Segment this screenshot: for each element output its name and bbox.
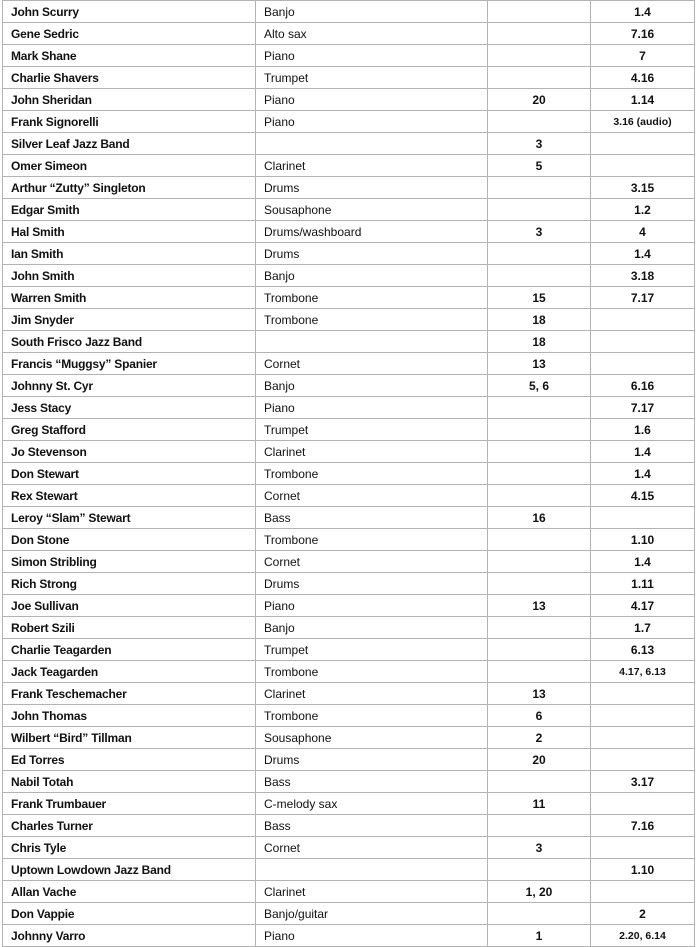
reference-cell-a <box>488 639 591 661</box>
reference-cell-b: 1.4 <box>591 551 695 573</box>
reference-cell-a <box>488 485 591 507</box>
table-row <box>3 331 695 353</box>
musician-name-cell: Johnny St. Cyr <box>3 375 256 397</box>
musician-name-cell: Don Stone <box>3 529 256 551</box>
instrument-cell: Bass <box>256 771 488 793</box>
table-row <box>3 661 695 683</box>
table-row <box>3 881 695 903</box>
table-row <box>3 89 695 111</box>
table-body <box>3 1 695 947</box>
reference-cell-b <box>591 749 695 771</box>
instrument-cell: Drums <box>256 243 488 265</box>
instrument-cell: Drums <box>256 573 488 595</box>
reference-cell-a <box>488 419 591 441</box>
reference-cell-b: 2.20, 6.14 <box>591 925 695 947</box>
musician-name-cell: Ian Smith <box>3 243 256 265</box>
musician-name-cell: Robert Szili <box>3 617 256 639</box>
reference-cell-a: 18 <box>488 309 591 331</box>
instrument-cell: Banjo <box>256 617 488 639</box>
instrument-cell: Alto sax <box>256 23 488 45</box>
reference-cell-b: 1.14 <box>591 89 695 111</box>
musician-name-cell: Silver Leaf Jazz Band <box>3 133 256 155</box>
reference-cell-b: 7 <box>591 45 695 67</box>
instrument-cell: Trombone <box>256 309 488 331</box>
instrument-cell: Clarinet <box>256 441 488 463</box>
reference-cell-a: 3 <box>488 133 591 155</box>
reference-cell-a <box>488 23 591 45</box>
musician-name-cell: John Sheridan <box>3 89 256 111</box>
reference-cell-b <box>591 309 695 331</box>
reference-cell-b: 3.16 (audio) <box>591 111 695 133</box>
instrument-cell: Piano <box>256 397 488 419</box>
reference-cell-b: 4.15 <box>591 485 695 507</box>
reference-cell-a: 13 <box>488 353 591 375</box>
reference-cell-a <box>488 617 591 639</box>
instrument-cell: Trumpet <box>256 639 488 661</box>
musician-name-cell: Jo Stevenson <box>3 441 256 463</box>
reference-cell-a: 16 <box>488 507 591 529</box>
reference-cell-b: 7.16 <box>591 815 695 837</box>
musician-name-cell: Ed Torres <box>3 749 256 771</box>
musician-name-cell: Chris Tyle <box>3 837 256 859</box>
reference-cell-a: 3 <box>488 221 591 243</box>
instrument-cell: Piano <box>256 89 488 111</box>
table-row <box>3 111 695 133</box>
instrument-cell: Trumpet <box>256 419 488 441</box>
instrument-cell: Cornet <box>256 485 488 507</box>
table-row <box>3 771 695 793</box>
table-row <box>3 463 695 485</box>
musician-name-cell: Mark Shane <box>3 45 256 67</box>
reference-cell-a: 20 <box>488 89 591 111</box>
instrument-cell: Cornet <box>256 837 488 859</box>
reference-cell-a <box>488 573 591 595</box>
instrument-cell: C-melody sax <box>256 793 488 815</box>
musician-name-cell: Wilbert “Bird” Tillman <box>3 727 256 749</box>
table-row <box>3 243 695 265</box>
table-row <box>3 727 695 749</box>
reference-cell-b: 4.17 <box>591 595 695 617</box>
table-row <box>3 683 695 705</box>
reference-cell-a: 15 <box>488 287 591 309</box>
reference-cell-b: 7.17 <box>591 397 695 419</box>
table-row <box>3 23 695 45</box>
reference-cell-a <box>488 859 591 881</box>
reference-cell-b <box>591 727 695 749</box>
musician-name-cell: Rich Strong <box>3 573 256 595</box>
musician-name-cell: Don Stewart <box>3 463 256 485</box>
reference-cell-a <box>488 397 591 419</box>
table-row <box>3 749 695 771</box>
musician-name-cell: Don Vappie <box>3 903 256 925</box>
reference-cell-a <box>488 1 591 23</box>
reference-cell-b <box>591 133 695 155</box>
reference-cell-b: 4.16 <box>591 67 695 89</box>
table-row <box>3 485 695 507</box>
reference-cell-b: 1.4 <box>591 441 695 463</box>
reference-cell-a: 6 <box>488 705 591 727</box>
table-row <box>3 265 695 287</box>
instrument-cell: Bass <box>256 815 488 837</box>
table-row <box>3 1 695 23</box>
reference-cell-b <box>591 155 695 177</box>
instrument-cell: Sousaphone <box>256 199 488 221</box>
reference-cell-b: 3.17 <box>591 771 695 793</box>
instrument-cell: Trombone <box>256 661 488 683</box>
table-row <box>3 529 695 551</box>
musician-name-cell: Frank Signorelli <box>3 111 256 133</box>
reference-cell-b <box>591 705 695 727</box>
reference-cell-a <box>488 441 591 463</box>
instrument-cell: Banjo <box>256 375 488 397</box>
reference-cell-b <box>591 507 695 529</box>
musician-name-cell: Joe Sullivan <box>3 595 256 617</box>
reference-cell-b: 1.4 <box>591 463 695 485</box>
reference-cell-a: 5 <box>488 155 591 177</box>
musician-name-cell: John Thomas <box>3 705 256 727</box>
table-row <box>3 925 695 947</box>
reference-cell-a: 2 <box>488 727 591 749</box>
instrument-cell: Piano <box>256 111 488 133</box>
musician-name-cell: John Scurry <box>3 1 256 23</box>
reference-cell-b <box>591 793 695 815</box>
reference-cell-b: 1.2 <box>591 199 695 221</box>
reference-cell-a: 1, 20 <box>488 881 591 903</box>
table-row <box>3 441 695 463</box>
musician-name-cell: Uptown Lowdown Jazz Band <box>3 859 256 881</box>
reference-cell-b: 3.18 <box>591 265 695 287</box>
musician-index-table <box>2 0 695 947</box>
instrument-cell <box>256 859 488 881</box>
table-row <box>3 419 695 441</box>
reference-cell-a <box>488 265 591 287</box>
reference-cell-b <box>591 331 695 353</box>
reference-cell-b: 6.13 <box>591 639 695 661</box>
instrument-cell: Drums/washboard <box>256 221 488 243</box>
reference-cell-a <box>488 111 591 133</box>
musician-name-cell: Gene Sedric <box>3 23 256 45</box>
instrument-cell: Trombone <box>256 287 488 309</box>
table-row <box>3 595 695 617</box>
musician-name-cell: Simon Stribling <box>3 551 256 573</box>
instrument-cell: Trombone <box>256 463 488 485</box>
table-row <box>3 617 695 639</box>
instrument-cell: Drums <box>256 749 488 771</box>
reference-cell-b <box>591 683 695 705</box>
table-row <box>3 639 695 661</box>
reference-cell-b <box>591 881 695 903</box>
table-row <box>3 353 695 375</box>
reference-cell-a: 5, 6 <box>488 375 591 397</box>
reference-cell-a <box>488 45 591 67</box>
table-row <box>3 397 695 419</box>
instrument-cell: Banjo <box>256 265 488 287</box>
table-row <box>3 221 695 243</box>
instrument-cell: Trumpet <box>256 67 488 89</box>
musician-name-cell: Omer Simeon <box>3 155 256 177</box>
musician-name-cell: Warren Smith <box>3 287 256 309</box>
musician-name-cell: Jess Stacy <box>3 397 256 419</box>
instrument-cell: Piano <box>256 595 488 617</box>
musician-name-cell: Arthur “Zutty” Singleton <box>3 177 256 199</box>
instrument-cell <box>256 331 488 353</box>
reference-cell-b: 6.16 <box>591 375 695 397</box>
reference-cell-b: 1.6 <box>591 419 695 441</box>
reference-cell-a: 1 <box>488 925 591 947</box>
table-row <box>3 45 695 67</box>
reference-cell-a <box>488 551 591 573</box>
reference-cell-a <box>488 243 591 265</box>
instrument-cell: Clarinet <box>256 155 488 177</box>
table-row <box>3 177 695 199</box>
instrument-cell: Drums <box>256 177 488 199</box>
table-row <box>3 903 695 925</box>
reference-cell-b: 1.4 <box>591 1 695 23</box>
musician-name-cell: Frank Teschemacher <box>3 683 256 705</box>
reference-cell-a <box>488 529 591 551</box>
musician-name-cell: Leroy “Slam” Stewart <box>3 507 256 529</box>
reference-cell-a <box>488 177 591 199</box>
table-row <box>3 287 695 309</box>
musician-name-cell: John Smith <box>3 265 256 287</box>
musician-name-cell: Nabil Totah <box>3 771 256 793</box>
reference-cell-a: 13 <box>488 683 591 705</box>
reference-cell-a <box>488 815 591 837</box>
musician-name-cell: Edgar Smith <box>3 199 256 221</box>
table-row <box>3 815 695 837</box>
musician-name-cell: Greg Stafford <box>3 419 256 441</box>
instrument-cell: Bass <box>256 507 488 529</box>
reference-cell-a: 13 <box>488 595 591 617</box>
table-row <box>3 199 695 221</box>
reference-cell-a: 3 <box>488 837 591 859</box>
reference-cell-b: 4 <box>591 221 695 243</box>
musician-name-cell: Charlie Teagarden <box>3 639 256 661</box>
instrument-cell: Trombone <box>256 705 488 727</box>
reference-cell-b: 4.17, 6.13 <box>591 661 695 683</box>
table-row <box>3 155 695 177</box>
musician-name-cell: Charles Turner <box>3 815 256 837</box>
musician-name-cell: Jim Snyder <box>3 309 256 331</box>
musician-name-cell: South Frisco Jazz Band <box>3 331 256 353</box>
reference-cell-b: 1.10 <box>591 529 695 551</box>
table-row <box>3 507 695 529</box>
reference-cell-b: 7.16 <box>591 23 695 45</box>
musician-name-cell: Hal Smith <box>3 221 256 243</box>
reference-cell-a: 11 <box>488 793 591 815</box>
reference-cell-a <box>488 199 591 221</box>
instrument-cell: Sousaphone <box>256 727 488 749</box>
reference-cell-b <box>591 837 695 859</box>
musician-name-cell: Charlie Shavers <box>3 67 256 89</box>
reference-cell-b <box>591 353 695 375</box>
table-row <box>3 705 695 727</box>
table-row <box>3 859 695 881</box>
table-row <box>3 837 695 859</box>
musician-name-cell: Jack Teagarden <box>3 661 256 683</box>
instrument-cell <box>256 133 488 155</box>
instrument-cell: Cornet <box>256 551 488 573</box>
reference-cell-a <box>488 463 591 485</box>
reference-cell-a <box>488 903 591 925</box>
musician-name-cell: Rex Stewart <box>3 485 256 507</box>
instrument-cell: Trombone <box>256 529 488 551</box>
table-row <box>3 375 695 397</box>
reference-cell-b: 1.10 <box>591 859 695 881</box>
musician-name-cell: Allan Vache <box>3 881 256 903</box>
table-row <box>3 67 695 89</box>
reference-cell-b: 1.4 <box>591 243 695 265</box>
instrument-cell: Piano <box>256 925 488 947</box>
instrument-cell: Clarinet <box>256 881 488 903</box>
reference-cell-a: 20 <box>488 749 591 771</box>
table-row <box>3 551 695 573</box>
instrument-cell: Piano <box>256 45 488 67</box>
reference-cell-b: 3.15 <box>591 177 695 199</box>
reference-cell-b: 1.11 <box>591 573 695 595</box>
reference-cell-a <box>488 661 591 683</box>
table-row <box>3 793 695 815</box>
musician-name-cell: Johnny Varro <box>3 925 256 947</box>
instrument-cell: Clarinet <box>256 683 488 705</box>
reference-cell-a <box>488 67 591 89</box>
reference-cell-b: 2 <box>591 903 695 925</box>
instrument-cell: Banjo <box>256 1 488 23</box>
reference-cell-a <box>488 771 591 793</box>
reference-cell-b: 7.17 <box>591 287 695 309</box>
reference-cell-b: 1.7 <box>591 617 695 639</box>
musician-name-cell: Francis “Muggsy” Spanier <box>3 353 256 375</box>
musician-name-cell: Frank Trumbauer <box>3 793 256 815</box>
instrument-cell: Cornet <box>256 353 488 375</box>
table-row <box>3 309 695 331</box>
table-row <box>3 573 695 595</box>
reference-cell-a: 18 <box>488 331 591 353</box>
instrument-cell: Banjo/guitar <box>256 903 488 925</box>
table-row <box>3 133 695 155</box>
